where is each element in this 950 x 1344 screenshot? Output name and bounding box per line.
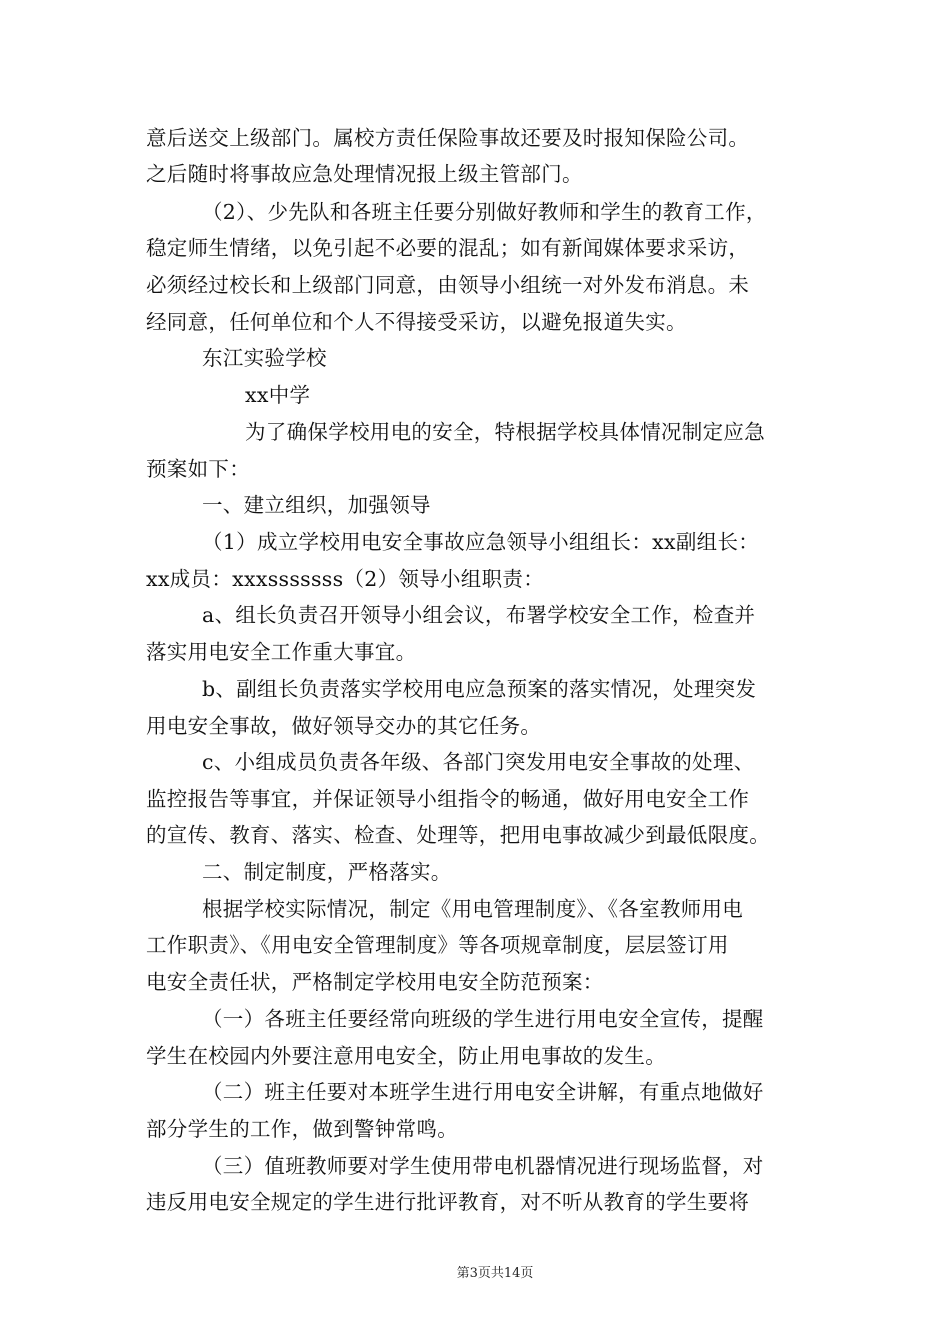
text-line: 用电安全事故，做好领导交办的其它任务。 xyxy=(146,714,542,738)
text-line: 二、制定制度，严格落实。 xyxy=(202,860,452,884)
text-line: 东江实验学校 xyxy=(202,346,327,370)
text-line: 稳定师生情绪，以免引起不必要的混乱；如有新闻媒体要求采访， xyxy=(146,236,750,260)
text-line: （1）成立学校用电安全事故应急领导小组组长：xx副组长： xyxy=(202,530,760,554)
text-line: xx成员：xxxsssssss（2）领导小组职责： xyxy=(146,567,544,591)
text-line: 部分学生的工作，做到警钟常鸣。 xyxy=(146,1117,458,1141)
text-line: 之后随时将事故应急处理情况报上级主管部门。 xyxy=(146,162,583,186)
text-line: 意后送交上级部门。属校方责任保险事故还要及时报知保险公司。 xyxy=(146,126,750,150)
text-line: 学生在校园内外要注意用电安全，防止用电事故的发生。 xyxy=(146,1044,666,1068)
text-line: 一、建立组织，加强领导 xyxy=(202,493,431,517)
text-line: 电安全责任状，严格制定学校用电安全防范预案： xyxy=(146,970,604,994)
page-number: 第3页共14页 xyxy=(456,1266,534,1281)
text-line: 监控报告等事宜，并保证领导小组指令的畅通，做好用电安全工作 xyxy=(146,787,750,811)
text-line: 工作职责》、《用电安全管理制度》等各项规章制度，层层签订用 xyxy=(146,933,729,957)
text-line: 预案如下： xyxy=(146,457,250,481)
text-line: （三）值班教师要对学生使用带电机器情况进行现场监督，对 xyxy=(202,1154,764,1178)
text-line: 经同意，任何单位和个人不得接受采访，以避免报道失实。 xyxy=(146,310,687,334)
text-line: c、小组成员负责各年级、各部门突发用电安全事故的处理、 xyxy=(202,750,755,774)
text-line: 必须经过校长和上级部门同意，由领导小组统一对外发布消息。未 xyxy=(146,273,750,297)
text-line: xx中学 xyxy=(245,383,311,407)
text-line: （2）、少先队和各班主任要分别做好教师和学生的教育工作， xyxy=(202,200,767,224)
text-line: 为了确保学校用电的安全，特根据学校具体情况制定应急 xyxy=(245,420,765,444)
text-line: 落实用电安全工作重大事宜。 xyxy=(146,640,417,664)
text-line: 的宣传、教育、落实、检查、处理等，把用电事故减少到最低限度。 xyxy=(146,823,770,847)
text-line: 违反用电安全规定的学生进行批评教育，对不听从教育的学生要将 xyxy=(146,1190,750,1214)
text-line: a、组长负责召开领导小组会议，布署学校安全工作，检查并 xyxy=(202,603,756,627)
text-line: 根据学校实际情况，制定《用电管理制度》、《各室教师用电 xyxy=(202,897,744,921)
text-line: （一）各班主任要经常向班级的学生进行用电安全宣传，提醒 xyxy=(202,1007,764,1031)
text-line: （二）班主任要对本班学生进行用电安全讲解，有重点地做好 xyxy=(202,1080,764,1104)
text-line: b、副组长负责落实学校用电应急预案的落实情况，处理突发 xyxy=(202,677,757,701)
